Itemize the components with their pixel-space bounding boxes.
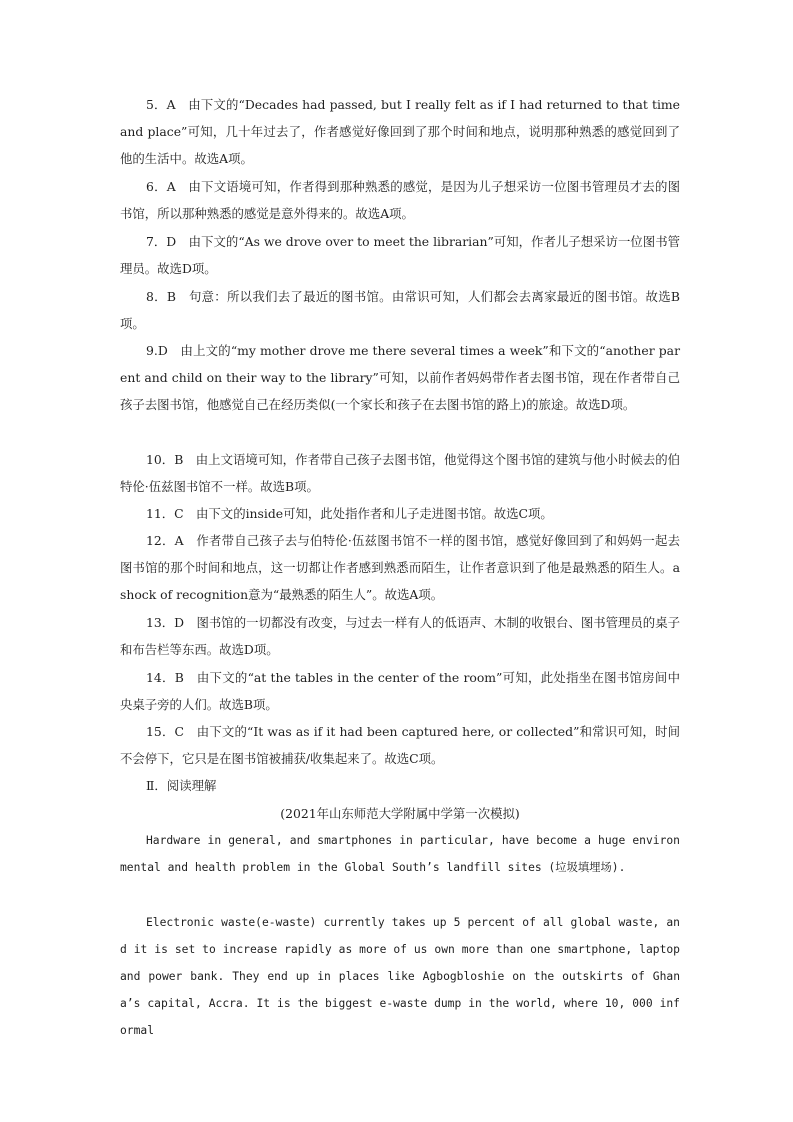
answer-item-5: 5．A 由下文的“Decades had passed, but I really felt as if I had returned to that time and place”可知，几十年过去了，作者感觉好像回到了那个时间和地点，说明那种熟悉的感觉回到了他的生活中。故选A项。 bbox=[120, 97, 680, 166]
answer-item-10: 10．B 由上文语境可知，作者带自己孩子去图书馆，他觉得这个图书馆的建筑与他小时候去的伯特伦·伍兹图书馆不一样。故选B项。 bbox=[120, 452, 680, 494]
answer-item-14: 14．B 由下文的“at the tables in the center of the room”可知，此处指坐在图书馆房间中央桌子旁的人们。故选B项。 bbox=[120, 670, 680, 712]
answer-item-8: 8．B 句意：所以我们去了最近的图书馆。由常识可知，人们都会去离家最近的图书馆。故选B项。 bbox=[120, 289, 680, 331]
passage-paragraph-1: Hardware in general, and smartphones in particular, have become a huge environmental and health problem in the Global South’s landfill sites (垃圾填埋场). bbox=[120, 834, 680, 874]
answer-item-15: 15．C 由下文的“It was as if it had been captured here, or collected”和常识可知，时间不会停下，它只是在图书馆被捕获/收集起来了。故选C项。 bbox=[120, 724, 680, 766]
answer-item-7: 7．D 由下文的“As we drove over to meet the librarian”可知，作者儿子想采访一位图书管理员。故选D项。 bbox=[120, 234, 680, 276]
answer-item-12: 12．A 作者带自己孩子去与伯特伦·伍兹图书馆不一样的图书馆，感觉好像回到了和妈妈一起去图书馆的那个时间和地点，这一切都让作者感到熟悉而陌生，让作者意识到了他是最熟悉的陌生人。a shock of recognition意为“最熟悉的陌生人”。故选A项。 bbox=[120, 533, 680, 602]
answer-item-9: 9.D 由上文的“my mother drove me there several times a week”和下文的“another parent and child on their way to the library”可知，以前作者妈妈带作者去图书馆，现在作者带自己孩子去图书馆，他感觉自己在经历类似(一个家长和孩子在去图书馆的路上)的旅途。故选D项。 bbox=[120, 343, 680, 412]
passage-source: (2021年山东师范大学附属中学第一次模拟) bbox=[280, 806, 520, 821]
answer-item-6: 6．A 由下文语境可知，作者得到那种熟悉的感觉，是因为儿子想采访一位图书管理员才去的图书馆，所以那种熟悉的感觉是意外得来的。故选A项。 bbox=[120, 179, 680, 221]
section-heading: Ⅱ．阅读理解 bbox=[146, 778, 217, 793]
answer-item-13: 13．D 图书馆的一切都没有改变，与过去一样有人的低语声、木制的收银台、图书管理员的桌子和布告栏等东西。故选D项。 bbox=[120, 615, 680, 657]
passage-paragraph-2: Electronic waste(e-waste) currently takes up 5 percent of all global waste, and it is set to increase rapidly as more of us own more than one smartphone, laptop and power bank. They end up in places like Agbogbloshie on the outskirts of Ghana’s capital, Accra. It is the biggest e-waste dump in the world, where 10, 000 informal bbox=[120, 916, 680, 1037]
answer-item-11: 11．C 由下文的inside可知，此处指作者和儿子走进图书馆。故选C项。 bbox=[146, 506, 553, 521]
